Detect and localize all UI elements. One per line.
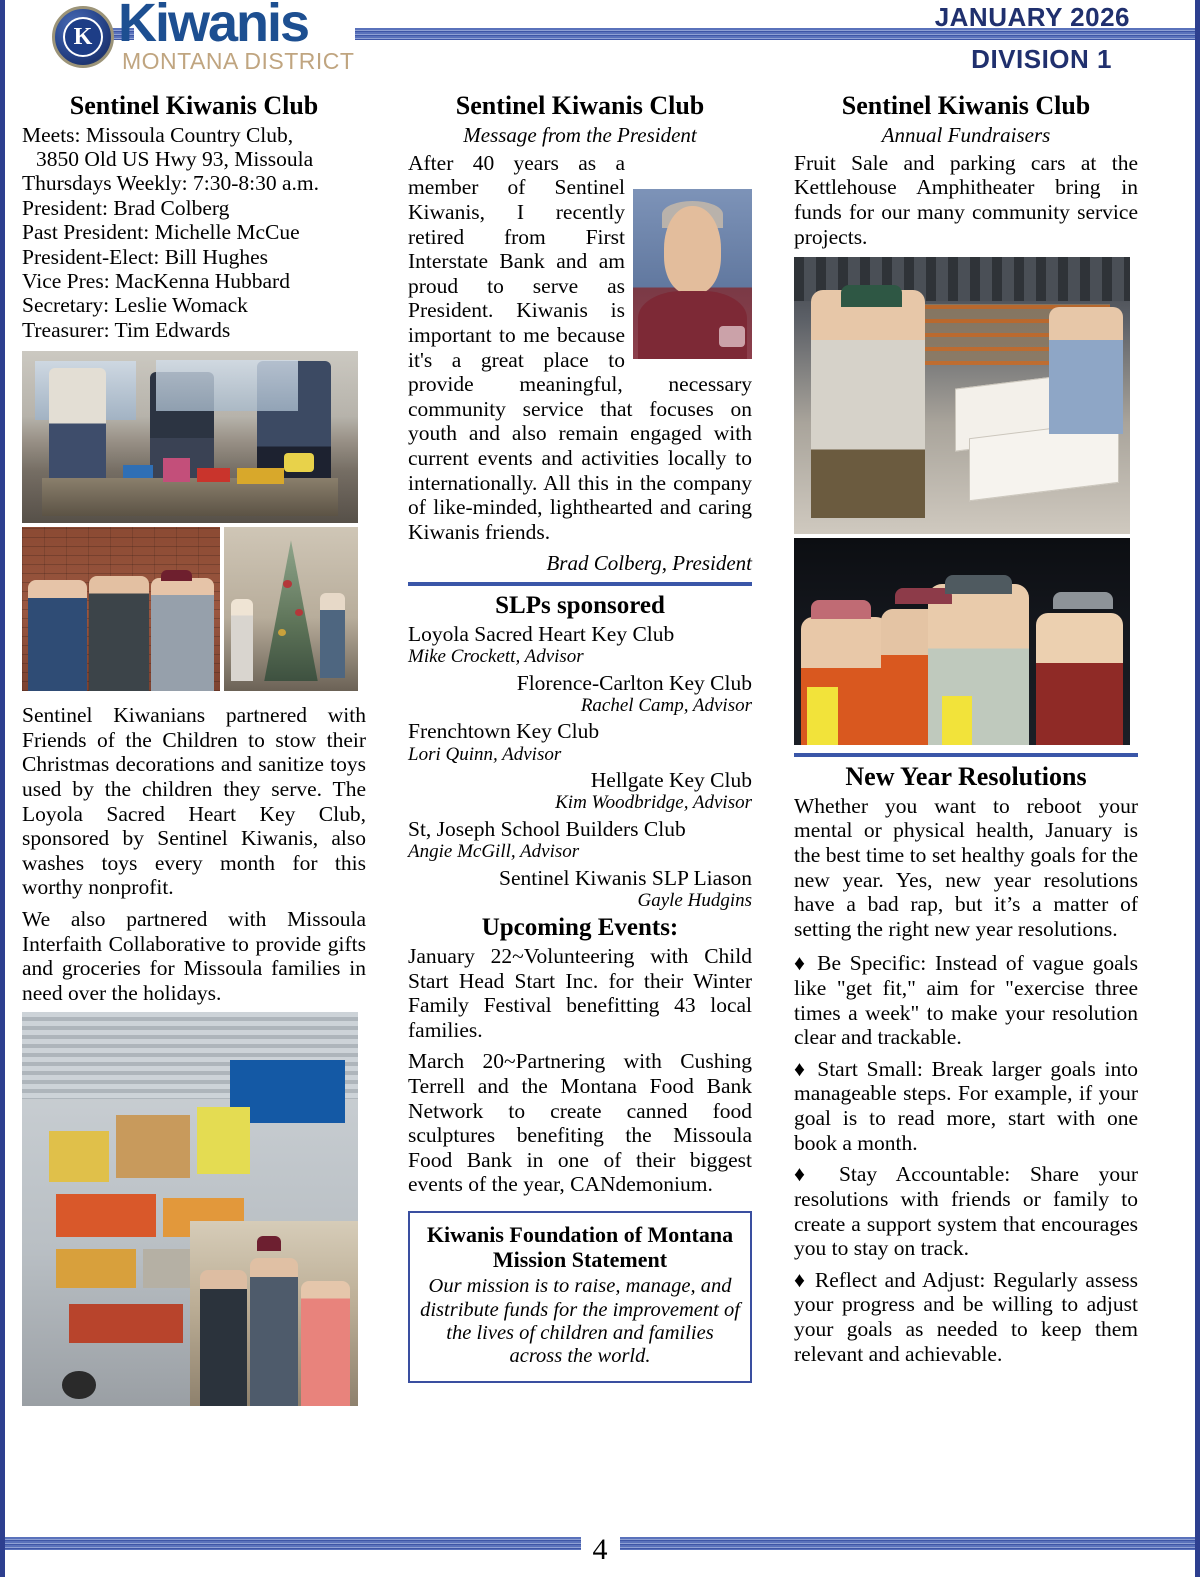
mission-title: Kiwanis Foundation of Montana Mission Statement bbox=[426, 1221, 734, 1272]
slp-advisor-name: Lori Quinn, Advisor bbox=[408, 743, 562, 765]
meeting-line: 3850 Old US Hwy 93, Missoula bbox=[36, 146, 314, 171]
members-by-brick-wall-photo bbox=[22, 527, 220, 691]
page-border-right bbox=[1195, 0, 1200, 1577]
resolutions-heading: New Year Resolutions bbox=[845, 762, 1087, 792]
column-right bbox=[794, 92, 1138, 1366]
page-number bbox=[0, 1533, 1200, 1567]
president-headshot bbox=[633, 189, 752, 359]
section-divider bbox=[794, 753, 1138, 757]
kiwanis-district-label: MONTANA DISTRICT bbox=[122, 48, 355, 74]
page-number-value: 4 bbox=[581, 1533, 620, 1566]
event-item-1: January 22~Volunteering with Child Start Head Start Inc. for their Winter Family Festival benefitting 43 local families. bbox=[408, 943, 752, 1042]
resolution-bullet-text: Reflect and Adjust: Regularly assess your progress and be willing to adjust your goals as needed to keep them relevant and achievable. bbox=[794, 1267, 1138, 1366]
column1-title: Sentinel Kiwanis Club bbox=[69, 91, 319, 120]
apple-box-fruit-sale-photo bbox=[794, 257, 1130, 534]
mission-statement-box bbox=[408, 1211, 752, 1383]
column3-subtitle: Annual Fundraisers bbox=[881, 122, 1051, 147]
slp-club-name: Florence-Carlton Key Club bbox=[516, 670, 752, 695]
slp-advisor-name: Rachel Camp, Advisor bbox=[580, 694, 752, 716]
club-meeting-info bbox=[22, 123, 366, 343]
slp-club-name: Hellgate Key Club bbox=[590, 768, 752, 793]
column-left bbox=[22, 92, 366, 1406]
slp-club-name: Frenchtown Key Club bbox=[408, 719, 600, 744]
kiwanis-seal-letter: K bbox=[63, 17, 103, 57]
christmas-tree-photo bbox=[224, 527, 358, 691]
bullet-diamond-icon: ♦ bbox=[794, 1162, 820, 1187]
officer-vice-president: Vice Pres: MacKenna Hubbard bbox=[22, 268, 290, 293]
president-signoff: Brad Colberg, President bbox=[546, 551, 752, 576]
column1-paragraph-2: We also partnered with Missoula Interfaith Collaborative to provide gifts and groceries for Missoula families in need over the holidays. bbox=[22, 906, 366, 1005]
slp-advisor-name: Kim Woodbridge, Advisor bbox=[555, 792, 752, 814]
officer-past-president: Past President: Michelle McCue bbox=[22, 220, 300, 245]
slp-heading: SLPs sponsored bbox=[495, 592, 665, 620]
bullet-diamond-icon: ♦ bbox=[794, 951, 809, 976]
night-parking-crew-photo bbox=[794, 538, 1130, 745]
kiwanis-seal-icon bbox=[52, 6, 114, 68]
resolution-bullet bbox=[794, 951, 1138, 1049]
fundraiser-text: Fruit Sale and parking cars at the Kettlehouse Amphitheater bring in funds for our many community service projects. bbox=[794, 150, 1138, 249]
resolution-bullet bbox=[794, 1057, 1138, 1155]
issue-date: JANUARY 2026 bbox=[934, 2, 1130, 32]
masthead bbox=[0, 0, 1200, 86]
event-item-2: March 20~Partnering with Cushing Terrell and the Montana Food Bank Network to create canned food sculptures benefiting the Missoula Food Bank in one of their biggest events of the year, CANdemonium. bbox=[408, 1049, 752, 1197]
slp-advisor-name: Angie McGill, Advisor bbox=[408, 841, 580, 862]
slp-liason-name: Gayle Hudgins bbox=[637, 889, 752, 911]
officer-secretary: Secretary: Leslie Womack bbox=[22, 293, 248, 318]
resolution-bullet-text: Start Small: Break larger goals into manageable steps. For example, if your goal is to read more, start with one book a month. bbox=[794, 1056, 1139, 1155]
president-message: After 40 years as a member of Sentinel Kiwanis, I recently retired from First Interstate Bank and am proud to serve as President. Kiwanis is important to me because it's a great place to provide meaningful, necessary community service that focuses on youth and also remain engaged with current events and activities locally to internationally. All this in the company of like-minded, lighthearted and caring Kiwanis friends. bbox=[408, 150, 752, 544]
kiwanis-wordmark: Kiwanis bbox=[118, 0, 309, 53]
resolution-bullet-text: Be Specific: Instead of vague goals like "get fit," aim for "exercise three times a week" to make your resolution clear and trackable. bbox=[794, 951, 1139, 1050]
officer-president-elect: President-Elect: Bill Hughes bbox=[22, 244, 269, 269]
column1-paragraph-1: Sentinel Kiwanians partnered with Friends of the Children to stow their Christmas decorations and sanitize toys used by the children they serve. The Loyola Sacred Heart Key Club, sponsored by Sentinel Kiwanis, also washes toys every month for this worthy nonprofit. bbox=[22, 703, 366, 900]
grocery-cart-photo bbox=[22, 1012, 358, 1406]
resolution-bullet bbox=[794, 1162, 1138, 1260]
mission-text: Our mission is to raise, manage, and distribute funds for the improvement of the lives of children and families across the world. bbox=[420, 1275, 740, 1368]
photo-pair-row bbox=[22, 527, 366, 691]
officer-treasurer: Treasurer: Tim Edwards bbox=[22, 317, 231, 342]
slp-advisor-name: Mike Crockett, Advisor bbox=[408, 646, 584, 668]
slp-club-name: St, Joseph School Builders Club bbox=[408, 816, 686, 841]
section-divider bbox=[408, 582, 752, 586]
upcoming-events-heading: Upcoming Events: bbox=[481, 914, 679, 942]
resolution-bullet bbox=[794, 1268, 1138, 1366]
column2-subtitle: Message from the President bbox=[463, 122, 697, 147]
meeting-line: Meets: Missoula Country Club, bbox=[22, 122, 294, 147]
officer-president: President: Brad Colberg bbox=[22, 195, 230, 220]
meeting-line: Thursdays Weekly: 7:30-8:30 a.m. bbox=[22, 171, 320, 196]
bullet-diamond-icon: ♦ bbox=[794, 1267, 808, 1292]
page-border-left bbox=[0, 0, 5, 1577]
slp-club-name: Loyola Sacred Heart Key Club bbox=[408, 621, 675, 646]
resolutions-intro: Whether you want to reboot your mental or physical health, January is the best time to set healthy goals for the new year. Yes, new year resolutions have a bad rap, but it’s a matter of setting the right new year resolutions. bbox=[794, 793, 1138, 941]
slp-list bbox=[408, 622, 752, 911]
column3-title: Sentinel Kiwanis Club bbox=[841, 91, 1091, 120]
three-members-inset-photo bbox=[190, 1221, 358, 1406]
column2-title: Sentinel Kiwanis Club bbox=[455, 91, 705, 120]
resolution-bullet-text: Stay Accountable: Share your resolutions with friends or family to create a support system that encourages you to stay on track. bbox=[794, 1162, 1138, 1261]
division-label: DIVISION 1 bbox=[971, 44, 1112, 74]
toy-sorting-photo bbox=[22, 351, 358, 523]
column-middle bbox=[408, 92, 752, 1383]
slp-liason-title: Sentinel Kiwanis SLP Liason bbox=[498, 865, 752, 890]
bullet-diamond-icon: ♦ bbox=[794, 1056, 809, 1081]
